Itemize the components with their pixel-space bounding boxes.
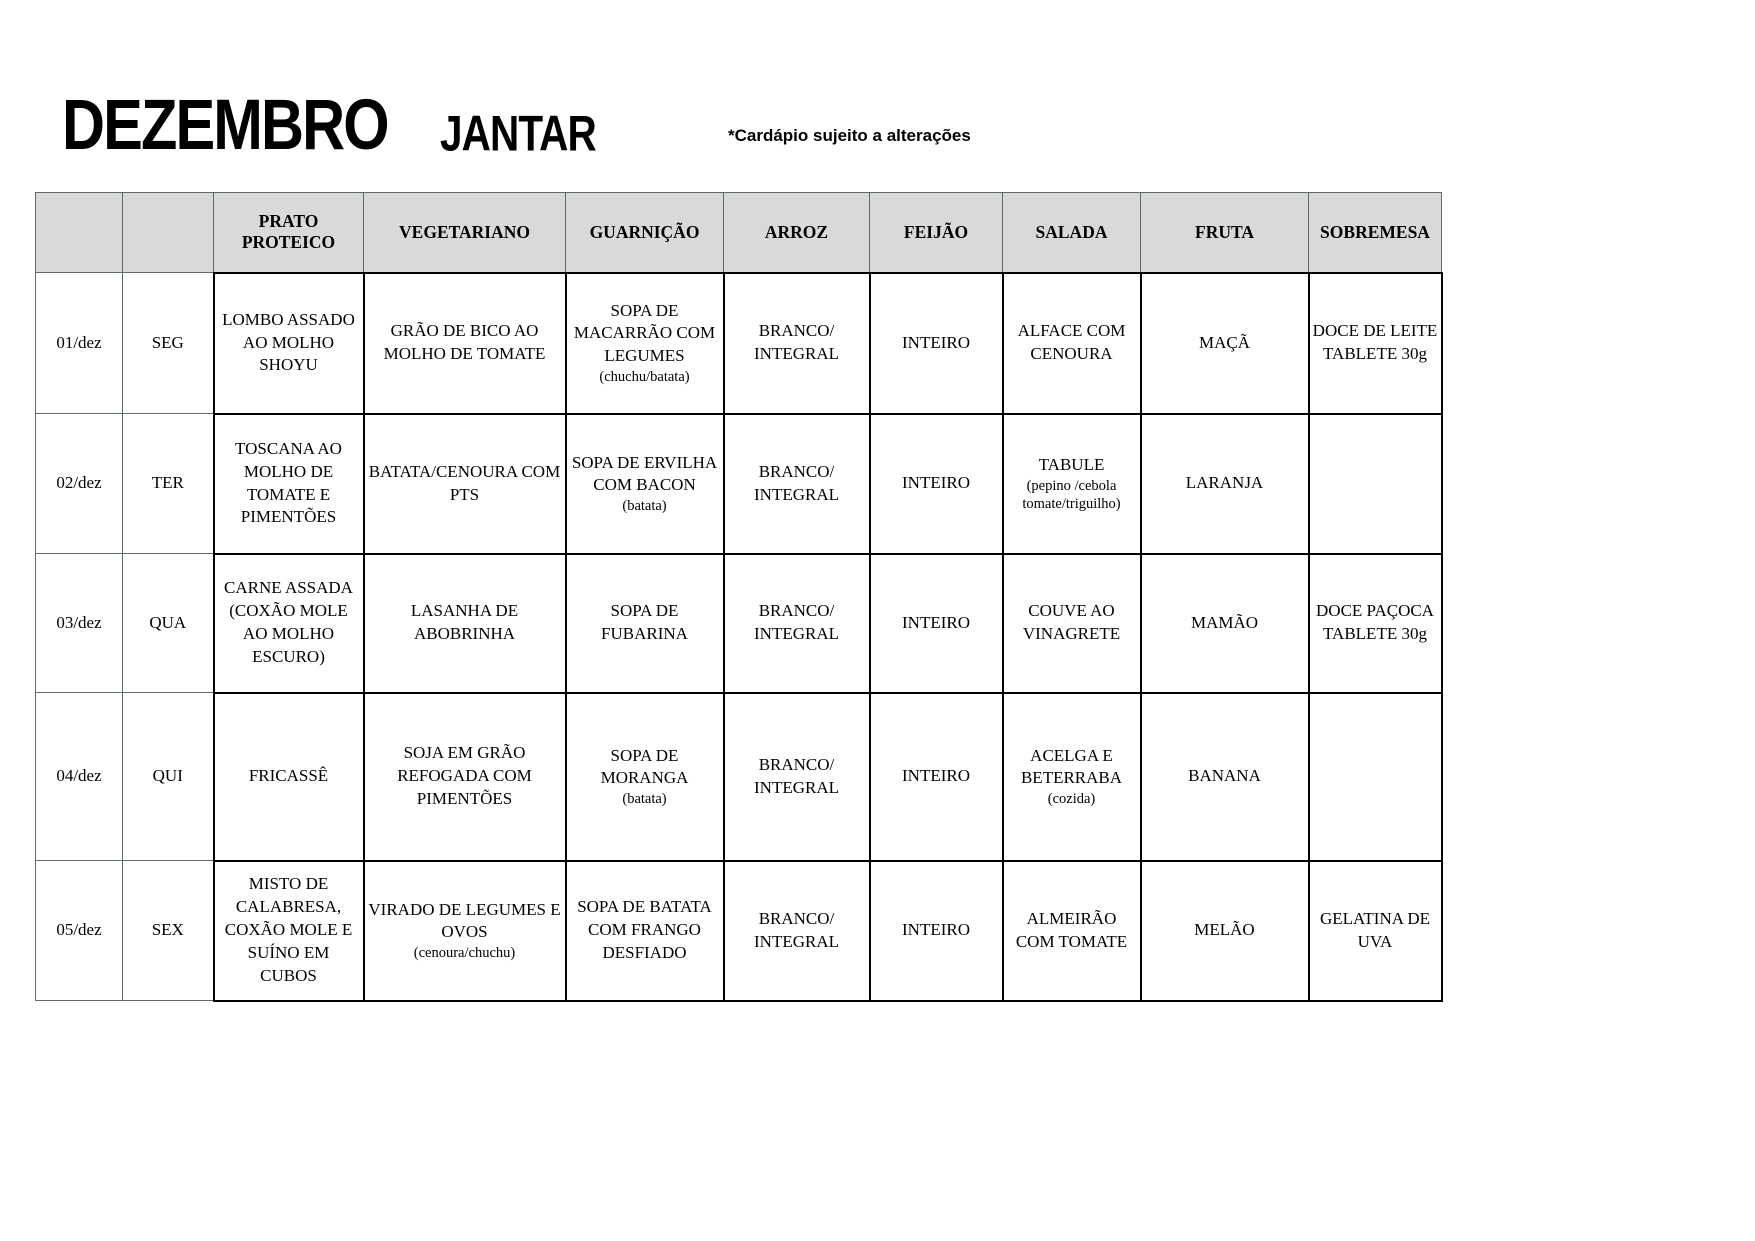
header-dessert: SOBREMESA <box>1309 193 1442 273</box>
cell-protein: FRICASSÊ <box>214 693 364 861</box>
cell-date: 01/dez <box>36 273 123 414</box>
page-header <box>62 83 617 165</box>
cell-vegetarian: GRÃO DE BICO AO MOLHO DE TOMATE <box>364 273 566 414</box>
cell-rice: BRANCO/ INTEGRAL <box>724 414 870 554</box>
cell-beans: INTEIRO <box>870 861 1003 1001</box>
cell-rice: BRANCO/ INTEGRAL <box>724 861 870 1001</box>
cell-salad-main: TABULE <box>1038 454 1105 474</box>
cell-dessert <box>1309 693 1442 861</box>
header-beans: FEIJÃO <box>870 193 1003 273</box>
header-vegetarian: VEGETARIANO <box>364 193 566 273</box>
cell-salad: ALFACE COM CENOURA <box>1003 273 1141 414</box>
cell-fruit: BANANA <box>1141 693 1309 861</box>
cell-beans: INTEIRO <box>870 554 1003 693</box>
cell-side <box>566 693 724 861</box>
cell-protein: MISTO DE CALABRESA, COXÃO MOLE E SUÍNO EM CUBOS <box>214 861 364 1001</box>
cell-salad <box>1003 693 1141 861</box>
cell-rice: BRANCO/ INTEGRAL <box>724 554 870 693</box>
table-row <box>36 554 1442 693</box>
header-date <box>36 193 123 273</box>
cell-dessert: DOCE DE LEITE TABLETE 30g <box>1309 273 1442 414</box>
cell-side: SOPA DE FUBARINA <box>566 554 724 693</box>
cell-side-note: (batata) <box>622 498 667 515</box>
cell-salad-note: (pepino /cebola tomate/triguilho) <box>1022 477 1121 512</box>
cell-salad: COUVE AO VINAGRETE <box>1003 554 1141 693</box>
cell-day: QUI <box>123 693 214 861</box>
cell-side-note: (batata) <box>622 791 667 808</box>
cell-salad: ALMEIRÃO COM TOMATE <box>1003 861 1141 1001</box>
cell-side <box>566 414 724 554</box>
cell-vegetarian-note: (cenoura/chuchu) <box>413 945 516 962</box>
table-row <box>36 273 1442 414</box>
cell-salad-note: (cozida) <box>1047 791 1096 808</box>
cell-side-note: (chuchu/batata) <box>599 369 690 386</box>
cell-date: 02/dez <box>36 414 123 554</box>
cell-beans: INTEIRO <box>870 693 1003 861</box>
cell-salad-main: ACELGA E BETERRABA <box>1020 745 1123 788</box>
table-row <box>36 861 1442 1001</box>
cell-dessert <box>1309 414 1442 554</box>
cell-dessert: GELATINA DE UVA <box>1309 861 1442 1001</box>
header-side: GUARNIÇÃO <box>566 193 724 273</box>
table-row <box>36 414 1442 554</box>
cell-side <box>566 273 724 414</box>
cell-vegetarian: SOJA EM GRÃO REFOGADA COM PIMENTÕES <box>364 693 566 861</box>
cell-day: QUA <box>123 554 214 693</box>
cell-date: 03/dez <box>36 554 123 693</box>
cell-salad <box>1003 414 1141 554</box>
cell-side-main: SOPA DE MACARRÃO COM LEGUMES <box>573 300 716 366</box>
cell-fruit: MELÃO <box>1141 861 1309 1001</box>
cell-rice: BRANCO/ INTEGRAL <box>724 693 870 861</box>
table-row <box>36 693 1442 861</box>
cell-protein: TOSCANA AO MOLHO DE TOMATE E PIMENTÕES <box>214 414 364 554</box>
cell-protein: CARNE ASSADA (COXÃO MOLE AO MOLHO ESCURO) <box>214 554 364 693</box>
page-title: DEZEMBRO <box>62 83 388 165</box>
menu-disclaimer: *Cardápio sujeito a alterações <box>728 126 971 145</box>
cell-vegetarian-main: VIRADO DE LEGUMES E OVOS <box>368 899 561 942</box>
cell-fruit: MAÇÃ <box>1141 273 1309 414</box>
header-rice: ARROZ <box>724 193 870 273</box>
cell-day: TER <box>123 414 214 554</box>
cell-day: SEG <box>123 273 214 414</box>
cell-rice: BRANCO/ INTEGRAL <box>724 273 870 414</box>
header-protein: PRATO PROTEICO <box>214 193 364 273</box>
cell-beans: INTEIRO <box>870 273 1003 414</box>
cell-vegetarian: BATATA/CENOURA COM PTS <box>364 414 566 554</box>
menu-table <box>35 192 1443 1002</box>
cell-side-main: SOPA DE MORANGA <box>600 745 689 788</box>
cell-date: 04/dez <box>36 693 123 861</box>
cell-fruit: MAMÃO <box>1141 554 1309 693</box>
cell-day: SEX <box>123 861 214 1001</box>
cell-beans: INTEIRO <box>870 414 1003 554</box>
header-day <box>123 193 214 273</box>
cell-fruit: LARANJA <box>1141 414 1309 554</box>
header-salad: SALADA <box>1003 193 1141 273</box>
page-subtitle: JANTAR <box>440 105 597 162</box>
cell-date: 05/dez <box>36 861 123 1001</box>
cell-side-main: SOPA DE ERVILHA COM BACON <box>571 452 718 495</box>
cell-vegetarian: LASANHA DE ABOBRINHA <box>364 554 566 693</box>
cell-protein: LOMBO ASSADO AO MOLHO SHOYU <box>214 273 364 414</box>
cell-vegetarian <box>364 861 566 1001</box>
cell-side: SOPA DE BATATA COM FRANGO DESFIADO <box>566 861 724 1001</box>
header-fruit: FRUTA <box>1141 193 1309 273</box>
cell-dessert: DOCE PAÇOCA TABLETE 30g <box>1309 554 1442 693</box>
header-row <box>36 193 1442 273</box>
